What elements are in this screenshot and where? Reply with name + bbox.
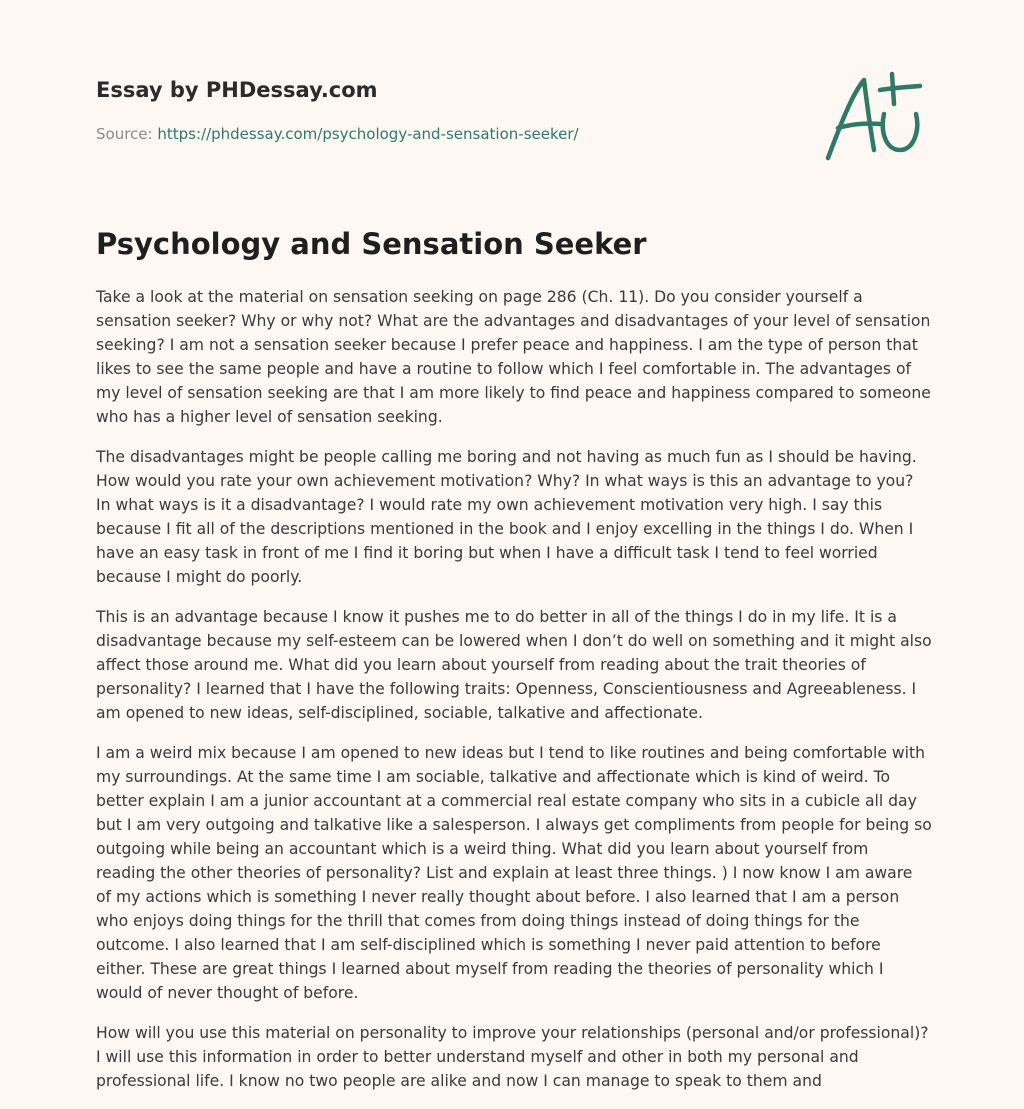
essay-paragraph: The disadvantages might be people calling me boring and not having as much fun as I should be having. How would you rate your own achievement motivation? Why? In what ways is this an advantage to you? In what ways is it a disadvantage? I would rate my own achievement motivation very high. I say this because I fit all of the descriptions mentioned in the book and I enjoy excelling in the things I do. When I have an easy task in front of me I find it boring but when I have a difficult task I tend to feel worried because I might do poorly. bbox=[96, 448, 917, 586]
essay-paragraph: How will you use this material on personality to improve your relationships (personal and/or professional)? I will use this information in order to better understand myself and other in both my personal and professional life. I know no two people are alike and now I can manage to speak to them and bbox=[96, 1024, 929, 1090]
essay-paragraph: This is an advantage because I know it pushes me to do better in all of the things I do in my life. It is a disadvantage because my self-esteem can be lowered when I don’t do well on something and it might also affect those around me. What did you learn about yourself from reading about the trait theories of personality? I learned that I have the following traits: Openness, Conscientiousness and Agreeableness. I am opened to new ideas, self-disciplined, sociable, talkative and affectionate. bbox=[96, 608, 932, 722]
source-line bbox=[96, 124, 579, 144]
a-plus-logo-icon bbox=[820, 66, 930, 166]
essay-paragraph: I am a weird mix because I am opened to new ideas but I tend to like routines and being comfortable with my surroundings. At the same time I am sociable, talkative and affectionate which is kind of weird. To better explain I am a junior accountant at a commercial real estate company who sits in a cubicle all day but I am very outgoing and talkative like a salesperson. I always get compliments from people for being so outgoing while being an accountant which is a weird thing. What did you learn about yourself from reading the other theories of personality? List and explain at least three things. ) I now know I am aware of my actions which is something I never really thought about before. I also learned that I am a person who enjoys doing things for the thrill that comes from doing things instead of doing things for the outcome. I also learned that I am self-disciplined which is something I never paid attention to before either. These are great things I learned about myself from reading the theories of personality which I would of never thought of before. bbox=[96, 744, 932, 1002]
header bbox=[96, 76, 928, 143]
essay-body bbox=[96, 285, 932, 1109]
source-link[interactable]: https://phdessay.com/psychology-and-sensation-seeker/ bbox=[157, 125, 579, 143]
essay-title: Psychology and Sensation Seeker bbox=[96, 227, 647, 261]
site-title: Essay by PHDessay.com bbox=[96, 78, 378, 102]
source-label: Source: bbox=[96, 125, 153, 143]
essay-paragraph: Take a look at the material on sensation seeking on page 286 (Ch. 11). Do you consider yourself a sensation seeker? Why or why not? What are the advantages and disadvantages of your level of sensation seeking? I am not a sensation seeker because I prefer peace and happiness. I am the type of person that likes to see the same people and have a routine to follow which I feel comfortable in. The advantages of my level of sensation seeking are that I am more likely to find peace and happiness compared to someone who has a higher level of sensation seeking. bbox=[96, 288, 931, 426]
